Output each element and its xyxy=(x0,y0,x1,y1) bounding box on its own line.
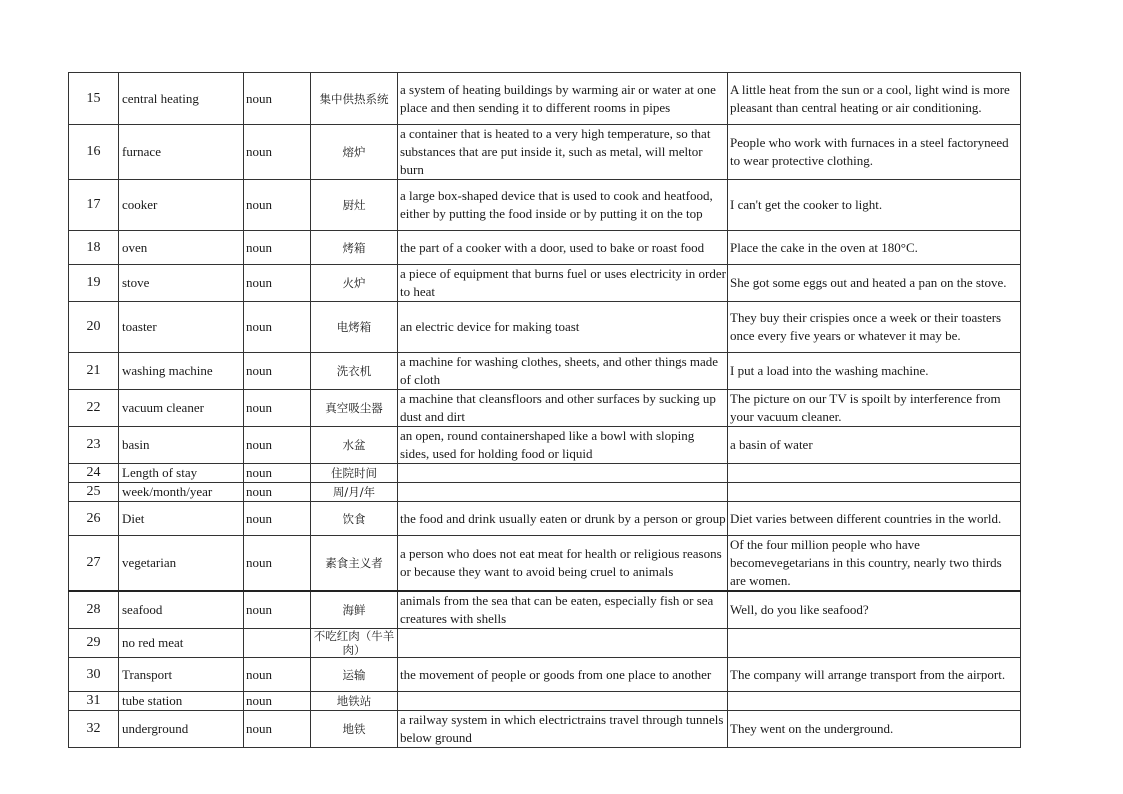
example-sentence: The company will arrange transport from the airport. xyxy=(728,658,1021,692)
table-row xyxy=(69,658,1021,692)
table-row xyxy=(69,125,1021,180)
vocabulary-word: Length of stay xyxy=(119,464,244,483)
example-sentence: People who work with furnaces in a steel factoryneed to wear protective clothing. xyxy=(728,125,1021,180)
row-number: 30 xyxy=(69,658,119,692)
chinese-translation: 素食主义者 xyxy=(311,536,398,592)
table-row xyxy=(69,464,1021,483)
part-of-speech: noun xyxy=(244,265,311,302)
definition xyxy=(398,629,728,658)
table-row xyxy=(69,180,1021,231)
example-sentence: The picture on our TV is spoilt by interference from your vacuum cleaner. xyxy=(728,390,1021,427)
vocabulary-word: central heating xyxy=(119,73,244,125)
vocabulary-word: no red meat xyxy=(119,629,244,658)
table-row xyxy=(69,73,1021,125)
definition: a container that is heated to a very high temperature, so that substances that are put inside it, such as metal, will meltor burn xyxy=(398,125,728,180)
definition: the part of a cooker with a door, used to bake or roast food xyxy=(398,231,728,265)
row-number: 16 xyxy=(69,125,119,180)
row-number: 17 xyxy=(69,180,119,231)
chinese-translation: 火炉 xyxy=(311,265,398,302)
vocabulary-word: tube station xyxy=(119,692,244,711)
vocabulary-word: vacuum cleaner xyxy=(119,390,244,427)
definition: an electric device for making toast xyxy=(398,302,728,353)
definition: a large box-shaped device that is used to cook and heatfood, either by putting the food inside or by putting it on the top xyxy=(398,180,728,231)
definition: a person who does not eat meat for health or religious reasons or because they want to avoid being cruel to animals xyxy=(398,536,728,592)
example-sentence: They went on the underground. xyxy=(728,711,1021,748)
table-row xyxy=(69,692,1021,711)
part-of-speech: noun xyxy=(244,390,311,427)
vocabulary-word: washing machine xyxy=(119,353,244,390)
example-sentence xyxy=(728,483,1021,502)
example-sentence xyxy=(728,629,1021,658)
row-number: 20 xyxy=(69,302,119,353)
row-number: 27 xyxy=(69,536,119,592)
table-row xyxy=(69,483,1021,502)
table-row xyxy=(69,629,1021,658)
row-number: 22 xyxy=(69,390,119,427)
definition: the movement of people or goods from one place to another xyxy=(398,658,728,692)
definition xyxy=(398,692,728,711)
vocabulary-word: stove xyxy=(119,265,244,302)
table-row xyxy=(69,711,1021,748)
row-number: 23 xyxy=(69,427,119,464)
part-of-speech: noun xyxy=(244,483,311,502)
vocabulary-word: Diet xyxy=(119,502,244,536)
vocabulary-word: oven xyxy=(119,231,244,265)
part-of-speech: noun xyxy=(244,125,311,180)
definition: a machine for washing clothes, sheets, and other things made of cloth xyxy=(398,353,728,390)
vocabulary-word: vegetarian xyxy=(119,536,244,592)
definition: a piece of equipment that burns fuel or uses electricity in order to heat xyxy=(398,265,728,302)
row-number: 26 xyxy=(69,502,119,536)
example-sentence: She got some eggs out and heated a pan on the stove. xyxy=(728,265,1021,302)
definition xyxy=(398,483,728,502)
row-number: 18 xyxy=(69,231,119,265)
row-number: 21 xyxy=(69,353,119,390)
table-row xyxy=(69,231,1021,265)
row-number: 25 xyxy=(69,483,119,502)
example-sentence: Diet varies between different countries in the world. xyxy=(728,502,1021,536)
part-of-speech: noun xyxy=(244,302,311,353)
part-of-speech: noun xyxy=(244,353,311,390)
chinese-translation: 厨灶 xyxy=(311,180,398,231)
definition: animals from the sea that can be eaten, especially fish or sea creatures with shells xyxy=(398,591,728,629)
part-of-speech: noun xyxy=(244,502,311,536)
part-of-speech: noun xyxy=(244,692,311,711)
vocabulary-word: underground xyxy=(119,711,244,748)
example-sentence: I can't get the cooker to light. xyxy=(728,180,1021,231)
example-sentence: I put a load into the washing machine. xyxy=(728,353,1021,390)
definition: the food and drink usually eaten or drunk by a person or group xyxy=(398,502,728,536)
chinese-translation: 海鲜 xyxy=(311,591,398,629)
vocabulary-word: toaster xyxy=(119,302,244,353)
example-sentence: Of the four million people who have becomevegetarians in this country, nearly two thirds are women. xyxy=(728,536,1021,592)
table-row xyxy=(69,353,1021,390)
chinese-translation: 集中供热系统 xyxy=(311,73,398,125)
part-of-speech: noun xyxy=(244,711,311,748)
row-number: 29 xyxy=(69,629,119,658)
vocabulary-table-body xyxy=(69,73,1021,748)
chinese-translation: 熔炉 xyxy=(311,125,398,180)
example-sentence: a basin of water xyxy=(728,427,1021,464)
chinese-translation: 运输 xyxy=(311,658,398,692)
part-of-speech: noun xyxy=(244,536,311,592)
definition: a machine that cleansfloors and other surfaces by sucking up dust and dirt xyxy=(398,390,728,427)
part-of-speech: noun xyxy=(244,231,311,265)
part-of-speech xyxy=(244,629,311,658)
example-sentence: They buy their crispies once a week or their toasters once every five years or whatever it may be. xyxy=(728,302,1021,353)
vocabulary-word: cooker xyxy=(119,180,244,231)
definition: a system of heating buildings by warming air or water at one place and then sending it to different rooms in pipes xyxy=(398,73,728,125)
row-number: 32 xyxy=(69,711,119,748)
chinese-translation: 地铁站 xyxy=(311,692,398,711)
chinese-translation: 烤箱 xyxy=(311,231,398,265)
vocabulary-word: Transport xyxy=(119,658,244,692)
example-sentence: Well, do you like seafood? xyxy=(728,591,1021,629)
chinese-translation: 饮食 xyxy=(311,502,398,536)
chinese-translation: 水盆 xyxy=(311,427,398,464)
chinese-translation: 洗衣机 xyxy=(311,353,398,390)
table-row xyxy=(69,502,1021,536)
vocabulary-word: basin xyxy=(119,427,244,464)
chinese-translation: 不吃红肉（牛羊肉） xyxy=(311,629,398,658)
part-of-speech: noun xyxy=(244,464,311,483)
vocabulary-word: week/month/year xyxy=(119,483,244,502)
definition: an open, round containershaped like a bowl with sloping sides, used for holding food or liquid xyxy=(398,427,728,464)
example-sentence: A little heat from the sun or a cool, light wind is more pleasant than central heating or air conditioning. xyxy=(728,73,1021,125)
chinese-translation: 周/月/年 xyxy=(311,483,398,502)
example-sentence xyxy=(728,692,1021,711)
vocabulary-table xyxy=(68,72,1021,748)
row-number: 31 xyxy=(69,692,119,711)
part-of-speech: noun xyxy=(244,73,311,125)
row-number: 19 xyxy=(69,265,119,302)
table-row xyxy=(69,390,1021,427)
table-row xyxy=(69,265,1021,302)
part-of-speech: noun xyxy=(244,180,311,231)
table-row xyxy=(69,302,1021,353)
table-row xyxy=(69,536,1021,592)
row-number: 24 xyxy=(69,464,119,483)
row-number: 15 xyxy=(69,73,119,125)
part-of-speech: noun xyxy=(244,658,311,692)
table-row xyxy=(69,427,1021,464)
example-sentence xyxy=(728,464,1021,483)
vocabulary-word: furnace xyxy=(119,125,244,180)
vocabulary-word: seafood xyxy=(119,591,244,629)
definition xyxy=(398,464,728,483)
example-sentence: Place the cake in the oven at 180°C. xyxy=(728,231,1021,265)
part-of-speech: noun xyxy=(244,427,311,464)
chinese-translation: 地铁 xyxy=(311,711,398,748)
chinese-translation: 住院时间 xyxy=(311,464,398,483)
row-number: 28 xyxy=(69,591,119,629)
definition: a railway system in which electrictrains travel through tunnels below ground xyxy=(398,711,728,748)
table-row xyxy=(69,591,1021,629)
chinese-translation: 真空吸尘器 xyxy=(311,390,398,427)
chinese-translation: 电烤箱 xyxy=(311,302,398,353)
part-of-speech: noun xyxy=(244,591,311,629)
